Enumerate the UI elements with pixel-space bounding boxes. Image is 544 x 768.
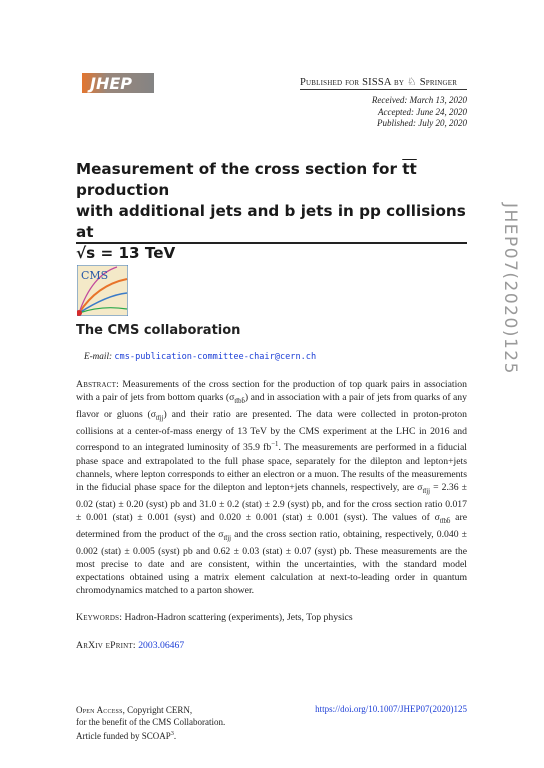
abstract xyxy=(76,378,467,597)
abstract-superscript: −1 xyxy=(271,441,279,449)
title-divider xyxy=(76,242,467,244)
email-row xyxy=(84,351,316,362)
publisher-line xyxy=(300,76,457,88)
springer-icon: ♘ xyxy=(407,77,417,88)
abstract-text: ) and their ratio are presented. The data were collected in proton-proton collisions at a center-of-mass energy of 13 TeV by the CMS experiment at the LHC in 2016 and correspond to an integrated luminosity of 35.9 fb xyxy=(76,409,467,454)
title-line-2: with additional jets and b jets in pp collisions at xyxy=(76,202,466,241)
title-energy: = 13 TeV xyxy=(95,244,176,262)
arxiv-link[interactable]: 2003.06467 xyxy=(138,640,185,651)
abstract-subscript: tt̄jj xyxy=(422,487,431,495)
funded-sup: 3 xyxy=(170,730,174,737)
cms-logo-text: CMS xyxy=(81,269,109,282)
sqrt-icon: √ xyxy=(76,244,87,262)
abstract-text: are determined from the product of the σ xyxy=(76,511,468,540)
open-access-label: Open Access xyxy=(76,705,123,715)
paper-title xyxy=(76,159,466,264)
copyright-text: , Copyright CERN, xyxy=(122,705,193,715)
benefit-text: for the benefit of the CMS Collaboration. xyxy=(76,717,226,727)
abstract-text: and the cross section ratio, obtaining, respectively, 0.040 ± 0.002 (stat) ± 0.005 (syst) pb and 0.62 ± 0.03 (stat) ± 0.07 (syst) pb. These measurements are the most precise to date and are consistent, within the uncertainties, with the standard model expectations obtained using a matrix element calculation at next-to-leading order in quantum chromodynamics matched to a parton shower. xyxy=(76,528,467,597)
email-link[interactable]: cms-publication-committee-chair@cern.ch xyxy=(114,352,317,362)
abstract-subscript: tt̄jj xyxy=(223,534,232,542)
footer-license: Open Access, Copyright CERN, for the benefit of the CMS Collaboration. Article funded by SCOAP$^3$. xyxy=(76,705,226,741)
arxiv-eprint xyxy=(76,640,184,651)
publisher-divider xyxy=(300,89,467,90)
collaboration: The CMS collaboration xyxy=(76,323,241,338)
cms-logo xyxy=(77,265,128,316)
doi-link[interactable]: https://doi.org/10.1007/JHEP07(2020)125 xyxy=(315,704,467,714)
arxiv-label: ArXiv ePrint: xyxy=(76,640,136,651)
email-label: E-mail: xyxy=(84,351,113,361)
sidebar-id-text: JHEP07(2020)125 xyxy=(500,203,520,375)
abstract-subscript: tt̄jj xyxy=(156,415,164,423)
svg-text:JHEP: JHEP xyxy=(90,74,132,93)
publisher-text: Published for SISSA by xyxy=(300,77,405,88)
publication-dates xyxy=(372,95,467,130)
jhep-logo xyxy=(76,70,156,96)
abstract-subscript: tt̄bb̄ xyxy=(439,517,451,525)
accepted-date: Accepted: June 24, 2020 xyxy=(378,106,467,117)
title-part: Measurement of the cross section for xyxy=(76,160,403,178)
keywords-text: Hadron-Hadron scattering (experiments), Jets, Top physics xyxy=(122,612,353,623)
keywords xyxy=(76,612,353,623)
sidebar-identifier xyxy=(497,200,527,470)
abstract-text: Measurements of the cross section for the production of top quark pairs in association with a pair of jets from bottom quarks (σ xyxy=(76,379,467,404)
abstract-text: . The measurements are performed in a fiducial phase space and extrapolated to the full phase space, separately for the dilepton and lepton+jets channels, where lepton corresponds to either an electron or a muon. The results of the measurements in the fiducial phase space for the dilepton and lepton+jets channels, respectively, are σ xyxy=(76,442,467,493)
title-ttbar: $\overline{tt}$ xyxy=(402,160,417,178)
title-part: production xyxy=(76,181,170,199)
abstract-label: Abstract: xyxy=(76,379,119,390)
abstract-text: = 2.36 ± 0.02 (stat) ± 0.20 (syst) pb and 31.0 ± 0.2 (stat) ± 2.9 (syst) pb, and for the cross section ratio 0.017 ± 0.001 (stat) ± 0.001 (syst) and 0.020 ± 0.001 (stat) ± 0.001 (syst). The values of σ xyxy=(76,481,467,523)
abstract-text: ) and in association with a pair of jets from quarks of any flavor or gluons (σ xyxy=(76,392,467,421)
title-sqrt-s: s xyxy=(86,244,96,262)
abstract-subscript: tt̄bb̄ xyxy=(234,398,245,406)
published-date: Published: July 20, 2020 xyxy=(377,118,467,128)
received-date: Received: March 13, 2020 xyxy=(371,95,467,105)
publisher-name: Springer xyxy=(419,77,458,88)
keywords-label: Keywords: xyxy=(76,612,123,623)
funded-text: Article funded by SCOAP xyxy=(76,731,171,741)
